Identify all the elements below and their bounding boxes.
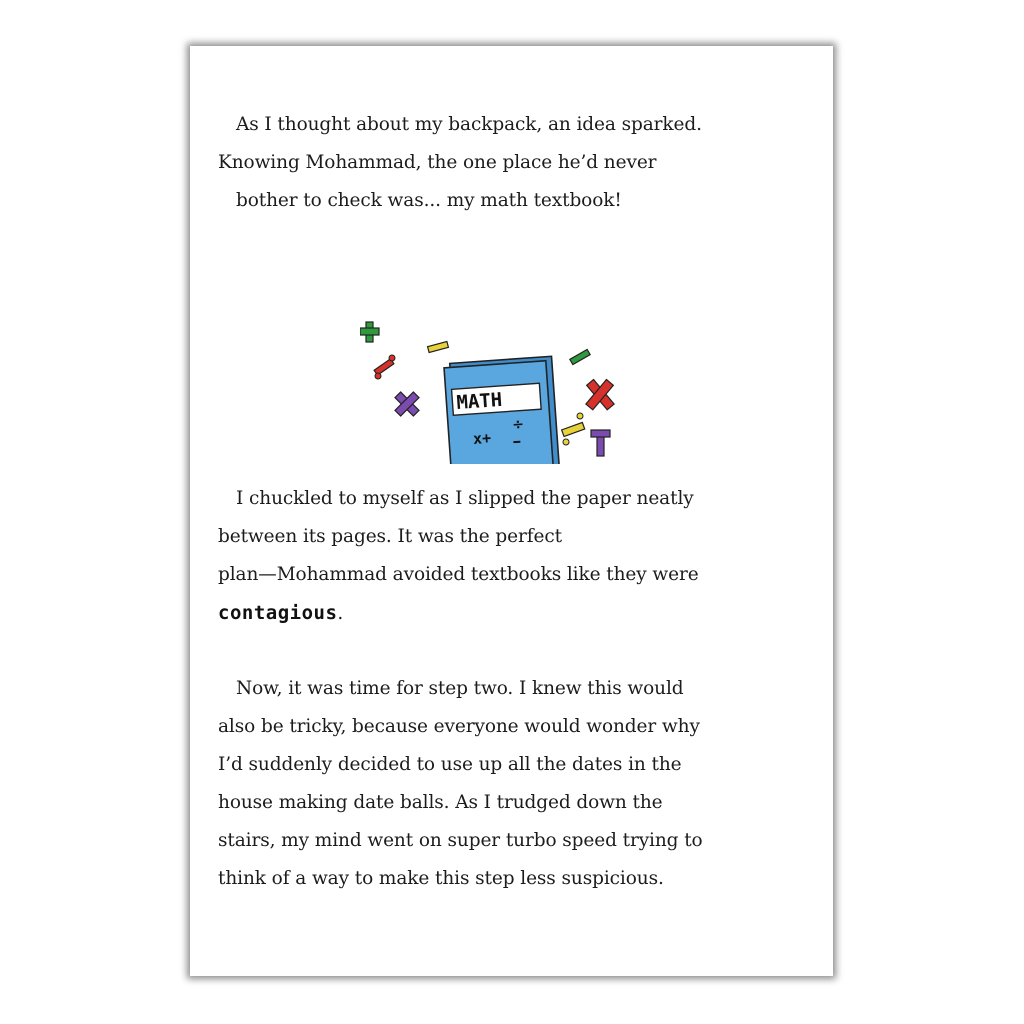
paragraph-3 (218, 670, 778, 898)
book-label: MATH (455, 388, 503, 415)
paragraph-1 (218, 106, 778, 220)
book-divide-symbol: ÷ (511, 416, 525, 434)
divide-icon (374, 355, 395, 379)
math-textbook-illustration (360, 264, 650, 464)
emphasis-word: contagious (218, 602, 338, 624)
minus-icon (570, 349, 590, 364)
text-line: think of a way to make this step less suspicious. (218, 868, 664, 889)
text-line: plan—Mohammad avoided textbooks like they were (218, 564, 699, 585)
paragraph-2 (218, 480, 778, 633)
plus-icon (360, 322, 379, 342)
book-page (190, 46, 833, 976)
book-symbols: x+ (472, 428, 492, 448)
text-line: bother to check was... my math textbook! (236, 190, 622, 211)
text-line: Knowing Mohammad, the one place he’d never (218, 152, 657, 173)
emphasis-punct: . (337, 603, 344, 624)
plus-icon (591, 430, 610, 456)
text-line: house making date balls. As I trudged down the (218, 792, 663, 813)
times-icon (395, 392, 419, 416)
text-line: Now, it was time for step two. I knew this would (236, 678, 684, 699)
math-book-icon (444, 356, 561, 464)
minus-icon (428, 342, 449, 353)
text-line: between its pages. It was the perfect (218, 526, 562, 547)
text-line: As I thought about my backpack, an idea sparked. (236, 114, 702, 135)
text-line: I’d suddenly decided to use up all the dates in the (218, 754, 682, 775)
times-icon (586, 380, 614, 410)
text-line: also be tricky, because everyone would wonder why (218, 716, 700, 737)
text-line: stairs, my mind went on super turbo speed trying to (218, 830, 703, 851)
text-line: I chuckled to myself as I slipped the paper neatly (236, 488, 694, 509)
text-line (218, 594, 778, 633)
divide-icon (562, 413, 585, 445)
